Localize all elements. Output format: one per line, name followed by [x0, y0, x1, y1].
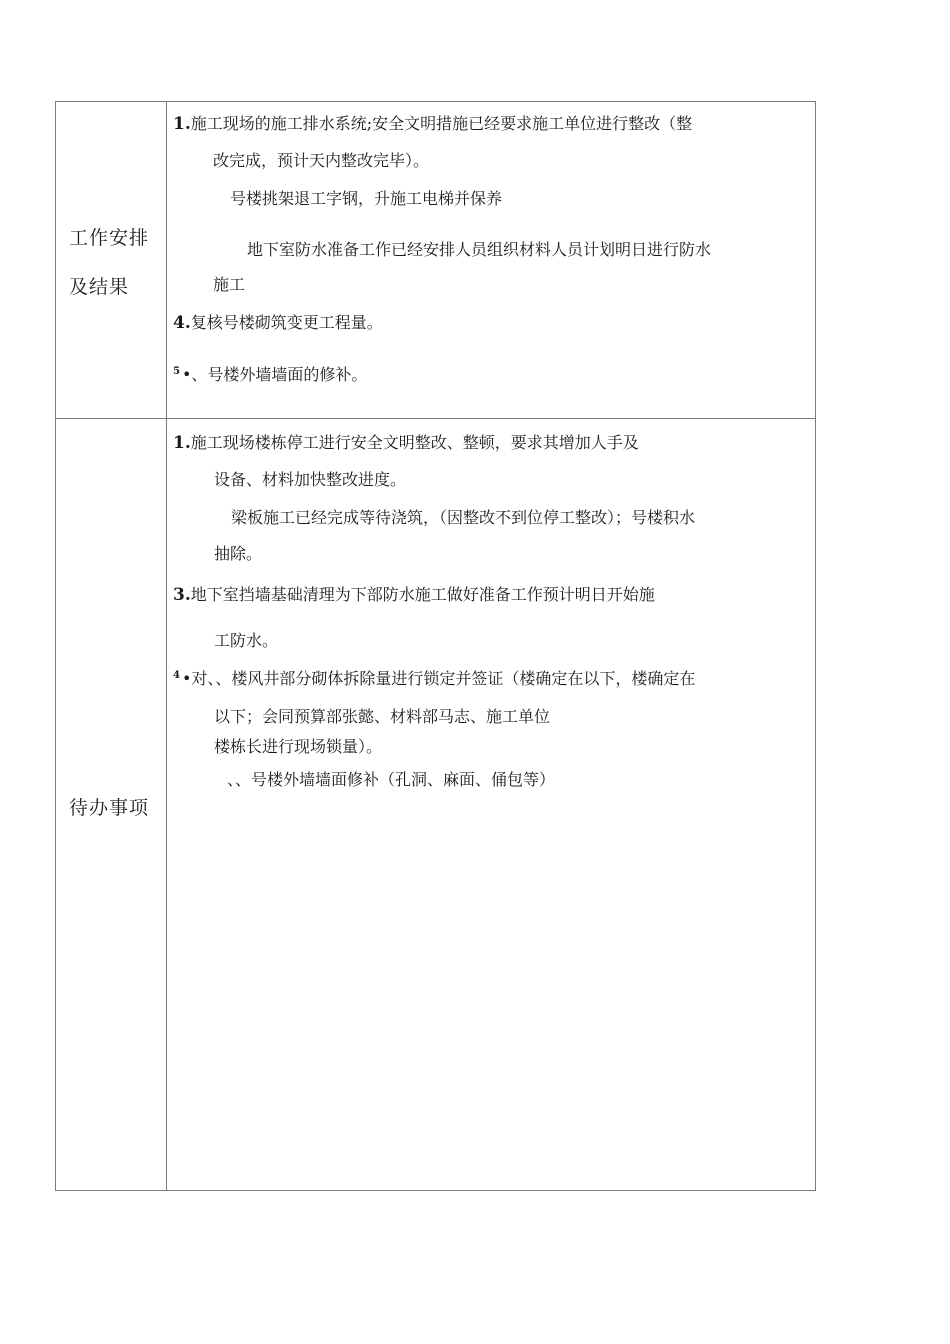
- list-item-3-continuation: 工防水。: [214, 631, 279, 650]
- list-item-1: [173, 435, 639, 452]
- list-item-4: [173, 671, 695, 687]
- item-text: 复核号楼砌筑变更工程量。: [190, 313, 383, 332]
- item-text: •对、、楼风井部分砌体拆除量进行锁定并签证（楼确定在以下，楼确定在: [181, 669, 696, 688]
- list-item-4: [173, 315, 383, 332]
- list-item-1: [173, 116, 692, 133]
- item-number: 4: [173, 670, 180, 681]
- row-label-cell: [56, 419, 167, 1190]
- row-content-cell: [167, 419, 815, 1190]
- list-item-1-continuation: 设备、材料加快整改进度。: [214, 470, 407, 489]
- list-item-2-continuation: 抽除。: [214, 544, 263, 563]
- item-number: 5: [173, 366, 180, 377]
- list-item-4-continuation-1: 以下；会同预算部张懿、材料部马志、施工单位: [214, 707, 551, 726]
- list-item-2: 梁板施工已经完成等待浇筑，（因整改不到位停工整改）；号楼积水: [231, 508, 696, 527]
- row-label-line2: 及结果: [69, 276, 130, 298]
- table-row-todo: [56, 419, 815, 1190]
- row-label: 待办事项: [69, 797, 150, 819]
- item-text: 施工现场的施工排水系统;安全文明措施已经要求施工单位进行整改（整: [190, 114, 693, 133]
- item-number: 4.: [173, 313, 191, 333]
- list-item-1-continuation: 改完成，预计天内整改完毕）。: [213, 151, 430, 170]
- list-item-5: [173, 367, 367, 383]
- list-item-3: 地下室防水准备工作已经安排人员组织材料人员计划明日进行防水: [247, 240, 712, 259]
- row-label-line1: 工作安排: [69, 227, 150, 249]
- item-number: 1.: [173, 114, 191, 134]
- row-label-cell: [56, 102, 167, 418]
- list-item-5: 、、号楼外墙墙面修补（孔洞、麻面、俑包等）: [227, 770, 556, 789]
- list-item-3: [173, 587, 655, 604]
- item-text: 施工现场楼栋停工进行安全文明整改、整顿，要求其增加人手及: [190, 433, 639, 452]
- table-row-work-arrangement: [56, 102, 815, 419]
- list-item-2: 号楼挑架退工字钢，升施工电梯并保养: [230, 189, 503, 208]
- work-report-table: [55, 101, 816, 1191]
- item-number: 3.: [173, 585, 191, 605]
- item-text: 地下室挡墙基础清理为下部防水施工做好准备工作预计明日开始施: [190, 585, 655, 604]
- list-item-3-continuation: 施工: [213, 275, 246, 294]
- row-content-cell: [167, 102, 815, 418]
- list-item-4-continuation-2: 楼栋长进行现场锁量）。: [214, 737, 383, 756]
- item-text: •、号楼外墙墙面的修补。: [181, 365, 368, 384]
- item-number: 1.: [173, 433, 191, 453]
